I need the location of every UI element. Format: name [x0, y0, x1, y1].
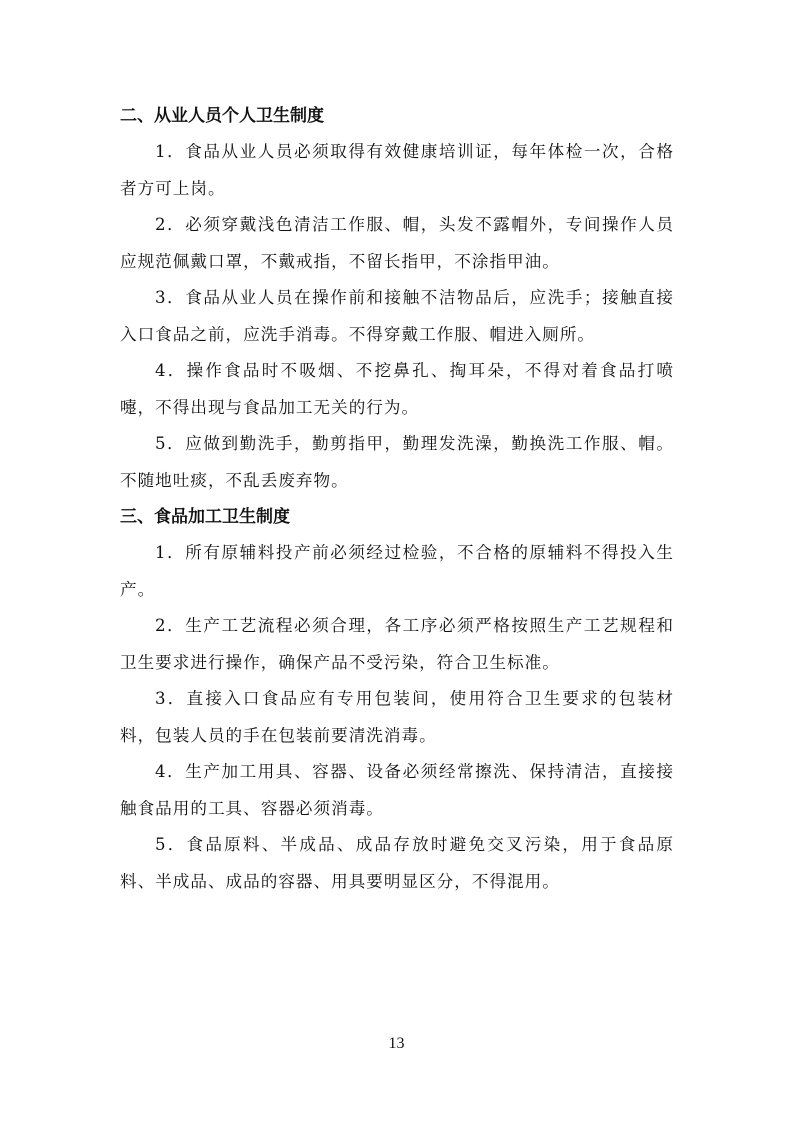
paragraph-personal-hygiene-2: 2．必须穿戴浅色清洁工作服、帽，头发不露帽外，专间操作人员应规范佩戴口罩，不戴戒指，不留长指甲，不涂指甲油。: [120, 215, 674, 271]
section-heading-personal-hygiene: 二、从业人员个人卫生制度: [120, 106, 324, 126]
paragraph-personal-hygiene-4: 4．操作食品时不吸烟、不挖鼻孔、掏耳朵，不得对着食品打喷嚏，不得出现与食品加工无关的行为。: [120, 361, 674, 417]
document-body: [120, 98, 674, 900]
paragraph-personal-hygiene-3: 3．食品从业人员在操作前和接触不洁物品后，应洗手；接触直接入口食品之前，应洗手消毒。不得穿戴工作服、帽进入厕所。: [120, 288, 674, 344]
paragraph-food-processing-2: 2．生产工艺流程必须合理，各工序必须严格按照生产工艺规程和卫生要求进行操作，确保产品不受污染，符合卫生标准。: [120, 616, 674, 672]
page-number: 13: [388, 1035, 405, 1052]
paragraph-food-processing-3: 3．直接入口食品应有专用包装间，使用符合卫生要求的包装材料，包装人员的手在包装前要清洗消毒。: [120, 689, 674, 745]
paragraph-food-processing-1: 1．所有原辅料投产前必须经过检验，不合格的原辅料不得投入生产。: [120, 543, 674, 599]
paragraph-personal-hygiene-1: 1．食品从业人员必须取得有效健康培训证，每年体检一次，合格者方可上岗。: [120, 142, 674, 198]
paragraph-personal-hygiene-5: 5．应做到勤洗手，勤剪指甲，勤理发洗澡，勤换洗工作服、帽。不随地吐痰，不乱丢废弃物。: [120, 434, 674, 490]
paragraph-food-processing-4: 4．生产加工用具、容器、设备必须经常擦洗、保持清洁，直接接触食品用的工具、容器必须消毒。: [120, 762, 674, 818]
section-heading-food-processing: 三、食品加工卫生制度: [120, 507, 290, 527]
paragraph-food-processing-5: 5．食品原料、半成品、成品存放时避免交叉污染，用于食品原料、半成品、成品的容器、用具要明显区分，不得混用。: [120, 835, 674, 891]
